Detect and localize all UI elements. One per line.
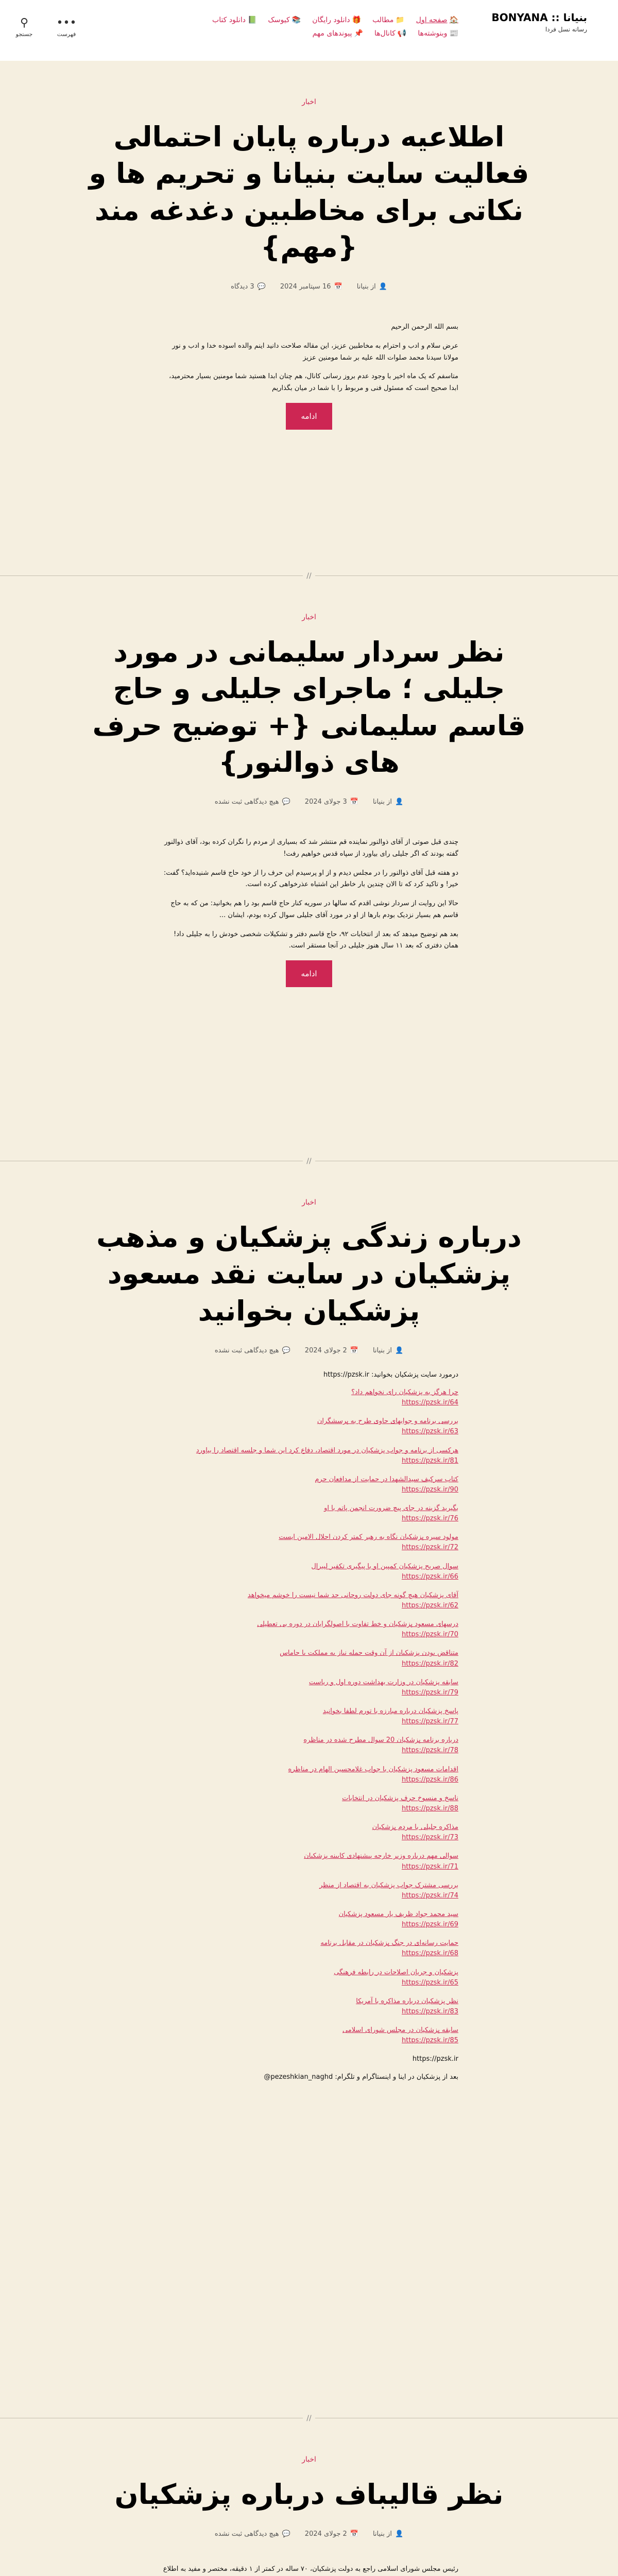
link-url[interactable]: https://pzsk.ir/79 [402, 1688, 458, 1697]
home-icon: 🏠 [449, 16, 458, 24]
list-item [160, 1416, 458, 1437]
list-item [160, 1562, 458, 1582]
link-url[interactable]: https://pzsk.ir/90 [402, 1485, 458, 1494]
post-author[interactable]: 👤از بنیانا [372, 798, 404, 806]
paragraph: عرض سلام و ادب و احترام به مخاطبین عزیز، این مقاله صلاحت دانید اینم والده اسوده خدا و ادب و نور مولانا سیدنا محمد صلوات الله علیه بر شما مومنین عزیز [172, 342, 458, 362]
site-brand[interactable] [491, 11, 587, 33]
post-footer-line: بعد از پزشکیان در اینا و اینستاگرام و تلگرام: pezeshkian_naghd@ [264, 2073, 458, 2081]
link-url[interactable]: https://pzsk.ir/73 [402, 1834, 458, 1842]
post-meta [0, 1347, 618, 1354]
post-comments[interactable]: 💬هیچ دیدگاهی ثبت نشده [214, 798, 290, 806]
link-url[interactable]: https://pzsk.ir/78 [402, 1747, 458, 1755]
link-url[interactable]: https://pzsk.ir/72 [402, 1544, 458, 1552]
post-1 [0, 98, 618, 430]
list-item [160, 1503, 458, 1524]
paragraph: متاسفم که یک ماه اخیر با وجود عدم بروز رسانی کانال، هم چنان ابدا هستید شما مومنین بسیار محترمید، ابدا صحیح است که مسئول فنی و مربوط را با شما در میان بگذاریم [169, 372, 458, 393]
list-item [160, 1532, 458, 1553]
link-url[interactable]: https://pzsk.ir/77 [402, 1718, 458, 1726]
link-title[interactable]: متناقض بودن پزشکیان از آن وقت جمله نیاز یه مملکت با جاماس [280, 1649, 458, 1657]
menu-item-5[interactable] [212, 13, 256, 27]
post-meta [0, 798, 618, 806]
link-url[interactable]: https://pzsk.ir/86 [402, 1775, 458, 1784]
post-comments[interactable]: 💬هیچ دیدگاهی ثبت نشده [214, 2530, 290, 2538]
link-title[interactable]: حمایت رسانه‌ای در جنگ پزشکیان در مقابل برنامه [320, 1939, 458, 1947]
link-title[interactable]: بررسی برنامه و جوابهای حاوی طرح به پرسشگران [317, 1417, 458, 1426]
link-title[interactable]: آقای پزشکیان هیچ گونه جای دولت روحانی حد شما نیست را خوشم میخواهد [247, 1591, 458, 1599]
link-url[interactable]: https://pzsk.ir/81 [402, 1456, 458, 1465]
paragraph: رئیس مجلس شورای اسلامی راجع به دولت پزشکیان، ۷۰ ساله در کمتر از ۱ دقیقه، مختصر و مفید به اطلاع [163, 2565, 458, 2573]
link-title[interactable]: سابقه پزشکیان در وزارت بهداشت دوره اول و ریاست [308, 1678, 458, 1686]
menu-item-label: کانال‌ها [374, 29, 396, 38]
comment-icon: 💬 [282, 2530, 290, 2538]
post-date[interactable]: 📅2 جولای 2024 [304, 1346, 358, 1354]
paragraph: چندی قبل صوتی از آقای ذوالنور نماینده قم منتشر شد که بسیاری از مردم را نگران کرده بود، آقای ذوالنور گفته بودند که اگر جلیلی رای بیاورد از سپاه قدس خواهیم رفت! [164, 838, 458, 858]
link-url[interactable]: https://pzsk.ir/71 [402, 1862, 458, 1871]
list-item [160, 1996, 458, 2017]
site-tagline: رسانه نسل فردا [545, 26, 587, 33]
comment-icon: 💬 [282, 798, 290, 806]
link-title[interactable]: سوال صریح پزشکیان کمپین او با پیگیری تکفیر لیبرال [311, 1562, 458, 1570]
folder-icon: 📁 [396, 16, 405, 24]
link-title[interactable]: درسهای مسعود پزشکیان و خط تفاوت با اصولگرایان در دوره بی تعطیلی [257, 1620, 458, 1629]
menu-item-6[interactable] [418, 27, 458, 40]
link-url[interactable]: https://pzsk.ir/83 [402, 2007, 458, 2015]
paragraph: بسم الله الرحمن الرحیم [391, 323, 458, 331]
post-title[interactable]: نظر سردار سلیمانی در مورد جلیلی ؛ ماجرای جلیلی و حاج قاسم سلیمانی {+ توضیح حرف های ذوالنور} [92, 636, 526, 778]
link-title[interactable]: سید محمد جواد ظریف یار مسعود پزشکیان [338, 1910, 458, 1918]
pin-icon: 📌 [354, 29, 363, 38]
post-excerpt [160, 2564, 458, 2576]
site-title[interactable]: BONYANA :: بنیانا [491, 11, 587, 24]
menu-item-label: دانلود رایگان [312, 16, 350, 24]
list-item [160, 1909, 458, 1930]
menu-toggle[interactable] [55, 15, 78, 38]
link-title[interactable]: پزشکیان و جریان اصلاحات در رابطه فرهنگی [334, 1968, 458, 1976]
link-title[interactable]: بررسی مشترک جواب پزشکیان به اقتصاد از منظر [319, 1881, 458, 1889]
menu-item-label: دانلود کتاب [212, 16, 246, 24]
list-item [160, 1387, 458, 1408]
calendar-icon: 📅 [350, 2530, 358, 2538]
post-title[interactable]: درباره زندگی پزشکیان و مذهب پزشکیان در سایت نقد مسعود پزشکیان بخوانید [96, 1221, 522, 1327]
book-icon: 📗 [247, 16, 257, 24]
list-item [160, 1648, 458, 1669]
post-meta [0, 283, 618, 291]
list-item [160, 1968, 458, 1988]
link-title[interactable]: هرکسی از برنامه و جواب پزشکیان در مورد اقتصاد، دفاع کرد این شما و جلسه اقتصاد را بیاورد [196, 1446, 458, 1454]
primary-menu [191, 13, 458, 40]
comment-icon: 💬 [257, 283, 266, 291]
menu-item-1[interactable] [416, 13, 458, 27]
list-item [160, 1475, 458, 1495]
link-url[interactable]: https://pzsk.ir/74 [402, 1891, 458, 1900]
post-date[interactable]: 📅2 جولای 2024 [304, 2530, 358, 2538]
post-title[interactable]: اطلاعیه درباره پایان احتمالی فعالیت سایت بنیانا و تحریم ها و نکاتی برای مخاطبین دغدغه مند {مهم} [89, 121, 529, 263]
menu-label: فهرست [57, 31, 76, 38]
link-url[interactable]: https://pzsk.ir/69 [402, 1921, 458, 1929]
link-title[interactable]: پاسخ پزشکیان درباره مبارزه با تورم لطفا بخوانید [322, 1707, 458, 1716]
link-title[interactable]: ناسخ و منسوخ حرف پزشکیان در انتخابات [342, 1794, 458, 1802]
link-title[interactable]: چرا هرگز به پزشکیان رای نخواهم داد؟ [351, 1388, 458, 1396]
calendar-icon: 📅 [350, 1346, 358, 1354]
link-url[interactable]: https://pzsk.ir/82 [402, 1659, 458, 1668]
user-icon: 👤 [395, 2530, 404, 2538]
link-title[interactable]: مذاکره جلیلی با مردم پزشکیان [372, 1823, 458, 1832]
search-icon: ⚲ [20, 16, 29, 29]
blog-icon: 📰 [449, 29, 458, 38]
link-title[interactable]: سابقه پزشکیان در مجلس شورای اسلامی [342, 2026, 458, 2035]
post-date[interactable]: 📅3 جولای 2024 [304, 798, 358, 806]
link-title[interactable]: سوالی مهم درباره وزیر خارجه پیشنهادی کابینه پزشکیان [304, 1852, 458, 1860]
gift-icon: 🎁 [352, 16, 362, 24]
paragraph: حالا این روایت از سردار نوشی اقدم که سالها در سوریه کنار حاج قاسم بود را هم بخوانید: من که به حاج قاسم هم بسیار نزدیک بودم بارها از او در مورد آقای جلیلی سوال کرده بودم، ایشان ... [170, 900, 458, 919]
list-item [160, 1590, 458, 1611]
post-excerpt [160, 837, 458, 952]
list-item [160, 1446, 458, 1466]
user-icon: 👤 [395, 1346, 404, 1354]
list-item [160, 1677, 458, 1698]
menu-item-3[interactable] [312, 13, 361, 27]
post-category[interactable]: اخبار [302, 98, 316, 106]
link-title[interactable]: نظر پزشکیان درباره مذاکره با آمریکا [356, 1997, 458, 2005]
link-title[interactable]: کتاب سرکیف سیدالشهدا در حمایت از مدافعان حرم [315, 1475, 458, 1483]
search-label: جستجو [15, 31, 33, 38]
post-category[interactable]: اخبار [302, 613, 316, 621]
post-comments[interactable]: 💬3 دیدگاه [231, 283, 266, 291]
list-item [160, 1880, 458, 1901]
list-item [160, 1765, 458, 1785]
link-url[interactable]: https://pzsk.ir/63 [402, 1428, 458, 1436]
post-title[interactable]: نظر قالیباف درباره پزشکیان [114, 2478, 504, 2511]
menu-item-4[interactable] [268, 13, 301, 27]
post-category[interactable]: اخبار [302, 1198, 316, 1207]
calendar-icon: 📅 [350, 798, 358, 806]
menu-item-label: صفحه اول [416, 16, 448, 24]
paragraph: دو هفته قبل آقای ذوالنور را در مجلس دیدم و از او پرسیدم این حرف را از خود حاج قاسم شنیده‌اید؟ گفت: خیر! و تاکید کرد که تا الان چندین بار خاطر این اشتباه عذرخواهی کرده است. [163, 869, 458, 889]
link-title[interactable]: درباره برنامه پزشکیان 20 سوال مطرح شده در مناظره [303, 1736, 458, 1744]
link-url[interactable]: https://pzsk.ir/76 [402, 1515, 458, 1523]
menu-item-8[interactable] [313, 27, 363, 40]
channel-icon: 📢 [397, 29, 407, 38]
menu-item-7[interactable] [374, 27, 406, 40]
post-2 [0, 613, 618, 987]
list-item [160, 1706, 458, 1727]
link-url[interactable]: https://pzsk.ir/66 [402, 1572, 458, 1581]
list-item [160, 1822, 458, 1843]
post-footer-line[interactable]: https://pzsk.ir [412, 2055, 458, 2063]
header-tools [12, 15, 78, 38]
site-header [0, 0, 618, 61]
user-icon: 👤 [395, 798, 404, 806]
user-icon: 👤 [379, 283, 387, 291]
list-item [160, 1735, 458, 1756]
post-intro: درمورد سایت پزشکیان بخوانید: https://pzsk.ir [323, 1370, 458, 1379]
link-url[interactable]: https://pzsk.ir/70 [402, 1631, 458, 1639]
link-url[interactable]: https://pzsk.ir/85 [402, 2037, 458, 2045]
post-separator: // [0, 571, 618, 581]
link-title[interactable]: بگیرید گزینه در جای پیچ ضرورت انجمن پاتم با او [324, 1504, 458, 1513]
read-more-button[interactable]: ادامه [286, 960, 332, 987]
list-item [160, 2025, 458, 2046]
post-separator: // [0, 1156, 618, 1166]
post-date[interactable]: 📅16 سپتامبر 2024 [280, 283, 342, 291]
post-separator: // [0, 2413, 618, 2424]
menu-item-2[interactable] [372, 13, 405, 27]
post-meta [0, 2530, 618, 2538]
menu-item-label: پیوندهای مهم [312, 29, 352, 38]
list-item [160, 1851, 458, 1872]
more-dots-icon: ••• [56, 16, 77, 29]
post-excerpt [160, 321, 458, 395]
menu-item-label: مطالب [372, 16, 394, 24]
comment-icon: 💬 [282, 1346, 290, 1354]
calendar-icon: 📅 [334, 283, 342, 291]
post-comments[interactable]: 💬هیچ دیدگاهی ثبت نشده [214, 1346, 290, 1354]
post-4 [0, 2455, 618, 2576]
list-item [160, 1938, 458, 1959]
list-item [160, 1619, 458, 1640]
post-link-list [160, 1370, 458, 2082]
search-toggle[interactable] [12, 15, 36, 38]
post-author[interactable]: 👤از بنیانا [372, 2530, 404, 2538]
post-author[interactable]: 👤از بنیانا [356, 283, 387, 291]
link-url[interactable]: https://pzsk.ir/88 [402, 1805, 458, 1813]
post-author[interactable]: 👤از بنیانا [372, 1346, 404, 1354]
link-url[interactable]: https://pzsk.ir/62 [402, 1602, 458, 1610]
post-3 [0, 1198, 618, 2090]
read-more-button[interactable]: ادامه [286, 403, 332, 430]
link-url[interactable]: https://pzsk.ir/64 [402, 1399, 458, 1407]
link-url[interactable]: https://pzsk.ir/68 [402, 1950, 458, 1958]
paragraph: بعد هم توضیح میدهد که بعد از انتخابات ۹۲، حاج قاسم دفتر و تشکیلات شخصی خودش را به جلیلی داد! همان دفتری که بعد ۱۱ سال هنوز جلیلی در آنجا مستقر است. [174, 930, 458, 950]
menu-item-label: کیوسک [268, 16, 290, 24]
book-icon: 📚 [291, 16, 301, 24]
link-url[interactable]: https://pzsk.ir/65 [402, 1978, 458, 1987]
post-category[interactable]: اخبار [302, 2455, 316, 2464]
link-title[interactable]: اقدامات مسعود پزشکیان با جواب غلامحسین الهام در مناظره [288, 1765, 458, 1773]
link-title[interactable]: مولود سیره پزشکیان نگاه به رهبر کمتر کردن احلال الامین ایست [279, 1533, 458, 1541]
list-item [160, 1793, 458, 1814]
menu-item-label: وبنوشته‌ها [418, 29, 448, 38]
